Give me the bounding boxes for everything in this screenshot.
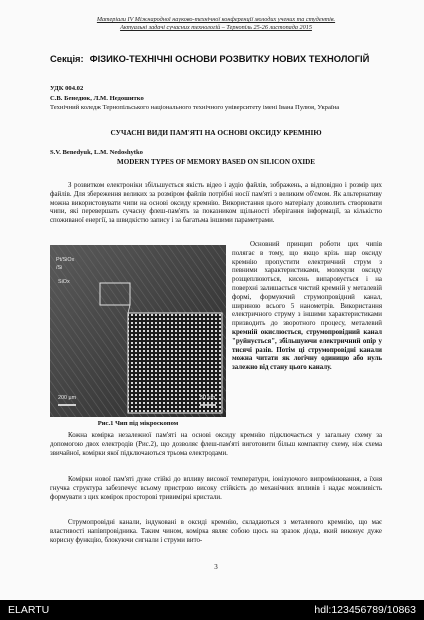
figure-label-mid: SiOx [58, 279, 70, 285]
section-label: Секція: [50, 53, 84, 64]
title-ua: СУЧАСНІ ВИДИ ПАМ'ЯТІ НА ОСНОВІ ОКСИДУ КРЕМНІЮ [110, 128, 322, 137]
header-line-1: Матеріали IV Міжнародної науково-технічної конференції молодих учених та студентів. [96, 16, 336, 23]
figure-label-sub: /Si [56, 265, 63, 271]
footer-repository-name[interactable]: ELARTU [8, 604, 50, 616]
paragraph-1: З розвитком електроніки збільшується якість відео і аудіо файлів, зображень, а відповідно і розмір цих файлів. Для збереження великих за розміром файлів потрібні носії пам'яті з великим об'ємом. Як альтернативу можна використовувати чипи на основі оксиду кремнію. Використання цього матеріалу дозволить створювати чипи, які перевершать сучасну флеш-пам'ять за показником щільності зберігання інформації, за кількістю споживаної енергії, за швидкістю запису і за багатьма іншими параметрами. [50, 182, 382, 225]
paragraph-2 [232, 241, 382, 373]
scale-bar-left: 200 µm [58, 395, 77, 401]
paragraph-2-bold: кремній окислюється, струмопровідний канал "руйнується", збільшуючи електричний опір у тисячі разів. Потім ці струмопровідні канали можна читати як логічну одиницю або нуль залежно від стану цього каналу. [232, 328, 382, 372]
authors-ua: С.В. Бенедюк, Л.М. Недошитко [50, 95, 144, 102]
paragraph-5: Струмопровідні канали, індуковані в оксиді кремнію, складаються з металевого кремнію, що має властивості напівпровідника. Таким чином, комірка являє собою щось на зразок діода, який виконує дуже корисну функцію, блокуючи сигнали і струми вито- [50, 519, 382, 544]
section-title: ФІЗИКО-ТЕХНІЧНІ ОСНОВИ РОЗВИТКУ НОВИХ ТЕХНОЛОГІЙ [89, 53, 370, 64]
paragraph-2-text: Основний принцип роботи цих чипів полягає в тому, що якщо крізь шар оксиду кремнію пропустити електричний струм з певними характеристиками, молекули оксиду розщеплюються, кисень випаровується і на поверхні залишається чистий кремній у металевій формі, формуючий струмопровідний канал, шириною всього 5 нанометрів. Використання електричного струму з іншими характеристиками призводить до зворотного процесу, металевий [232, 241, 382, 328]
page-number: 3 [214, 563, 218, 571]
footer-handle-link[interactable]: hdl:123456789/10863 [314, 604, 416, 616]
title-en: MODERN TYPES OF MEMORY BASED ON SILICON OXIDE [117, 158, 315, 166]
scale-bar-right: 50 µm [200, 395, 216, 401]
header-line-2: Актуальні задачі сучасних технологій – Тернопіль 25-26 листопада 2015 [120, 24, 312, 32]
paragraph-3: Кожна комірка незалежної пам'яті на основі оксиду кремнію підключається у загальну схему за допомогою двох електродів (Рис.2), що дозволяє флеш-пам'яті виготовити більш компактну схему, ніж схема звичайної, комірки якої підключаються трьома електродами. [50, 432, 382, 457]
figure-caption: Рис.1 Чип під мікроскопом [97, 420, 179, 427]
affiliation: Технічний коледж Тернопільського національного технічного університету імені Івана Пулюя, Україна [50, 104, 340, 111]
paragraph-4: Комірки нової пам'яті дуже стійкі до впливу високої температури, іонізуючого випромінювання, а їхня гнучка структура забезпечує всьому пристрою високу стійкість до механічних впливів і надає можливість формувати з цих комірок просторові тривимірні кристали. [50, 476, 382, 501]
udk-code: УДК 004.02 [50, 85, 84, 92]
section-heading [50, 53, 382, 65]
authors-en: S.V. Benedyuk, L.M. Nedoshytko [50, 149, 143, 156]
repository-footer [0, 600, 424, 620]
figure-label-top: Pt/SiOx [56, 257, 75, 263]
chip-microscope-figure [50, 245, 226, 417]
chip-microscope-image [50, 245, 226, 417]
conference-header [50, 16, 382, 32]
